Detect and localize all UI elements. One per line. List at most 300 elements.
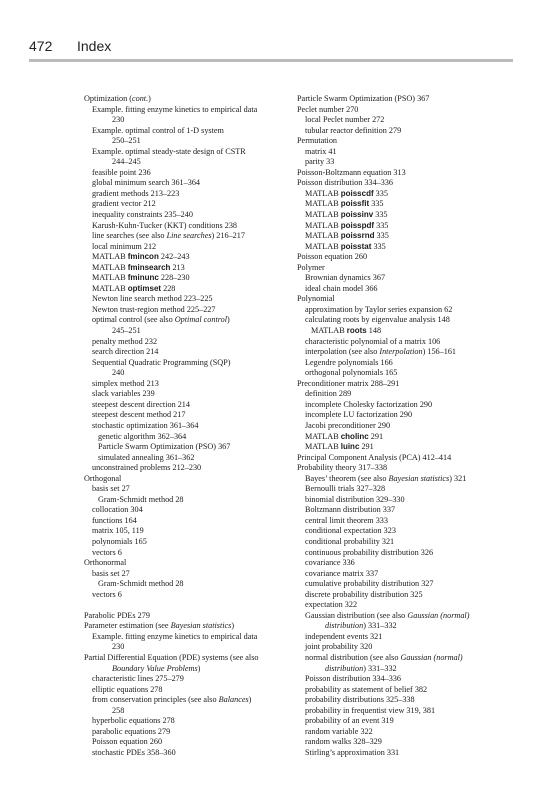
index-entry <box>84 379 284 390</box>
header-rule <box>29 59 513 62</box>
index-entry <box>297 326 509 337</box>
index-entry-text: Example. optimal control of 1-D system <box>92 125 224 135</box>
index-entry <box>84 126 284 137</box>
index-entry <box>297 252 509 263</box>
index-entry <box>297 231 509 242</box>
index-entry <box>297 548 509 559</box>
index-entry <box>84 453 284 464</box>
index-entry-text: Gaussian distribution (see also <box>305 610 408 620</box>
index-entry-text: MATLAB <box>305 431 341 441</box>
index-entry <box>84 548 284 559</box>
index-entry-text: genetic algorithm 362–364 <box>98 431 187 441</box>
index-entry-text: global minimum search 361–364 <box>92 178 201 188</box>
index-entry-pages: 335 <box>373 188 388 198</box>
index-entry-pages: ) <box>148 94 151 103</box>
index-entry <box>84 621 284 632</box>
running-header <box>29 35 513 57</box>
index-spacer <box>84 600 284 611</box>
matlab-command: poissrnd <box>340 231 375 241</box>
index-entry-text: Newton line search method 223–225 <box>92 294 213 304</box>
index-entry <box>84 115 284 126</box>
index-entry-text: Newton trust-region method 225–227 <box>92 304 216 314</box>
index-entry <box>297 748 509 759</box>
index-entry-text: MATLAB <box>305 199 341 209</box>
index-entry-text: Boltzmann distribution 337 <box>305 505 396 515</box>
index-entry-text: Polymer <box>297 262 325 272</box>
cross-reference: Gaussian (normal) <box>400 652 463 662</box>
index-entry <box>84 716 284 727</box>
index-entry-text: Karush-Kuhn-Tucker (KKT) conditions 238 <box>92 220 238 230</box>
index-entry-text: Optimization ( <box>84 94 132 103</box>
index-entry <box>84 400 284 411</box>
index-entry-text: binomial distribution 329–330 <box>305 494 405 504</box>
cross-reference: Interpolation <box>379 347 423 357</box>
index-entry <box>297 389 509 400</box>
index-entry <box>297 294 509 305</box>
index-entry <box>84 706 284 717</box>
index-entry <box>297 178 509 189</box>
index-entry-text: independent events 321 <box>305 631 383 641</box>
index-entry-text: Poisson distribution 334–336 <box>305 674 401 684</box>
index-entry-pages: 335 <box>373 210 388 220</box>
index-entry-text: Parameter estimation (see <box>84 621 171 631</box>
index-entry-text: search direction 214 <box>92 347 159 357</box>
matlab-command: fminunc <box>127 273 159 283</box>
index-entry-text: definition 289 <box>305 389 352 399</box>
index-entry <box>297 695 509 706</box>
index-entry <box>84 189 284 200</box>
index-entry <box>84 611 284 622</box>
index-entry-text: Permutation <box>297 136 338 146</box>
index-column-right <box>297 94 509 758</box>
index-entry-text: Bernoulli trials 327–328 <box>305 484 386 494</box>
index-entry-pages: 291 <box>368 431 384 441</box>
index-entry-pages: ) <box>197 663 201 673</box>
index-entry <box>84 284 284 295</box>
index-entry <box>84 273 284 284</box>
index-entry-text: optimal control (see also <box>92 315 175 325</box>
index-entry <box>297 189 509 200</box>
index-entry-text: simulated annealing 361–362 <box>98 452 195 462</box>
index-entry-text: gradient vector 212 <box>92 199 156 209</box>
index-entry <box>297 642 509 653</box>
index-entry <box>297 674 509 685</box>
index-entry <box>297 358 509 369</box>
index-entry-text: Gram-Schmidt method 28 <box>98 579 184 589</box>
index-entry-text: local Peclet number 272 <box>305 115 385 125</box>
index-entry <box>84 178 284 189</box>
index-entry <box>84 242 284 253</box>
index-entry-text: elliptic equations 278 <box>92 684 163 694</box>
index-entry <box>84 105 284 116</box>
index-entry <box>297 611 509 622</box>
index-entry <box>297 537 509 548</box>
index-entry-text: feasible point 236 <box>92 167 151 177</box>
index-entry-text: inequality constraints 235–240 <box>92 210 193 220</box>
index-entry <box>297 368 509 379</box>
index-entry <box>84 748 284 759</box>
index-entry <box>84 474 284 485</box>
index-entry-text: 230 <box>112 642 125 652</box>
matlab-command: poisscdf <box>340 188 374 198</box>
index-entry-text: orthogonal polynomials 165 <box>305 368 398 378</box>
index-entry <box>297 526 509 537</box>
index-entry-text: Polynomial <box>297 294 335 304</box>
index-entry-text: MATLAB <box>92 283 128 293</box>
index-entry-text: Poisson distribution 334–336 <box>297 178 393 188</box>
matlab-command: luinc <box>340 442 360 452</box>
index-entry-text: continuous probability distribution 326 <box>305 547 434 557</box>
index-entry <box>84 199 284 210</box>
matlab-command: cholinc <box>340 431 369 441</box>
index-entry <box>84 210 284 221</box>
index-entry <box>84 642 284 653</box>
index-entry <box>297 126 509 137</box>
index-entry-text: MATLAB <box>92 273 128 283</box>
index-entry <box>297 284 509 295</box>
index-entry <box>297 410 509 421</box>
index-entry-text: characteristic polynomial of a matrix 106 <box>305 336 441 346</box>
index-entry <box>297 105 509 116</box>
index-entry <box>297 453 509 464</box>
index-entry-text: covariance 336 <box>305 558 355 568</box>
matlab-command: poisspdf <box>340 220 375 230</box>
cross-reference: Optimal control <box>174 315 227 325</box>
index-entry <box>297 305 509 316</box>
index-entry-text: interpolation (see also <box>305 347 380 357</box>
index-entry-text: Poisson-Boltzmann equation 313 <box>297 167 406 177</box>
cross-reference: Bayesian statistics <box>170 621 232 631</box>
index-entry <box>84 737 284 748</box>
index-entry <box>84 537 284 548</box>
index-entry-text: 230 <box>112 115 125 125</box>
index-entry-pages: ) 331–332 <box>363 621 397 631</box>
index-entry <box>84 432 284 443</box>
index-entry-text: matrix 41 <box>305 146 337 156</box>
index-entry-text: MATLAB <box>92 252 128 262</box>
index-entry-text: Brownian dynamics 367 <box>305 273 386 283</box>
index-entry-text: MATLAB <box>305 241 341 251</box>
index-entry-text: functions 164 <box>92 515 137 525</box>
index-entry-pages: 148 <box>366 326 382 336</box>
index-entry <box>297 242 509 253</box>
index-entry <box>84 252 284 263</box>
index-entry-text: Partial Differential Equation (PDE) systems (see also <box>84 652 259 662</box>
index-entry <box>297 558 509 569</box>
index-entry <box>297 347 509 358</box>
index-entry <box>297 157 509 168</box>
index-entry <box>84 664 284 675</box>
index-entry-text: slack variables 239 <box>92 389 155 399</box>
index-entry <box>297 168 509 179</box>
index-entry <box>84 221 284 232</box>
index-entry <box>84 463 284 474</box>
index-entry-text: vectors 6 <box>92 547 122 557</box>
index-entry <box>84 590 284 601</box>
index-entry-text: random walks 328–329 <box>305 737 382 747</box>
cross-reference: Balances <box>218 695 249 705</box>
index-entry-text: steepest descent direction 214 <box>92 399 190 409</box>
index-entry-pages: 291 <box>359 442 374 452</box>
index-entry <box>84 368 284 379</box>
index-entry-text: Jacobi preconditioner 290 <box>305 420 391 430</box>
index-entry-text: Orthogonal <box>84 473 122 483</box>
index-entry-text: Orthonormal <box>84 558 127 568</box>
index-entry-pages: 335 <box>369 199 384 209</box>
index-entry <box>84 516 284 527</box>
index-entry-pages: 213 <box>170 262 185 272</box>
index-entry-pages: 228–230 <box>158 273 190 283</box>
index-entry-pages: ) <box>248 695 252 705</box>
cross-reference: cont. <box>131 94 149 103</box>
index-entry <box>84 358 284 369</box>
index-entry <box>84 632 284 643</box>
index-entry <box>84 569 284 580</box>
index-entry-text: line searches (see also <box>92 231 167 241</box>
index-entry-text: 250–251 <box>112 136 141 146</box>
matlab-command: poissfit <box>340 199 370 209</box>
index-entry-text: Parabolic PDEs 279 <box>84 610 150 620</box>
index-entry-pages: ) 156–161 <box>422 347 457 357</box>
index-entry-text: random variable 322 <box>305 726 373 736</box>
index-entry-text: ideal chain model 366 <box>305 283 378 293</box>
index-entry-text: MATLAB <box>305 220 341 230</box>
index-entry-text: Example. optimal steady-state design of CSTR <box>92 146 246 156</box>
index-entry-pages: ) <box>227 315 230 325</box>
index-entry <box>84 263 284 274</box>
index-entry <box>297 600 509 611</box>
index-entry-text: probability in frequentist view 319, 381 <box>305 705 436 715</box>
index-entry-text: Bayes’ theorem (see also <box>305 473 389 483</box>
index-entry-text: Preconditioner matrix 288–291 <box>297 378 400 388</box>
index-entry <box>297 199 509 210</box>
index-entry-text: tubular reactor definition 279 <box>305 125 402 135</box>
index-entry-text: Legendre polynomials 166 <box>305 357 393 367</box>
index-entry <box>84 389 284 400</box>
index-entry <box>297 115 509 126</box>
index-entry <box>84 421 284 432</box>
cross-reference: Gaussian (normal) <box>407 610 470 620</box>
page-title: Index <box>77 38 112 54</box>
cross-reference: Bayesian statistics <box>388 473 450 483</box>
index-entry-text: conditional probability 321 <box>305 536 395 546</box>
index-entry-text: Example. fitting enzyme kinetics to empirical data <box>92 104 258 114</box>
index-entry-text: calculating roots by eigenvalue analysis 148 <box>305 315 450 325</box>
index-entry <box>297 569 509 580</box>
index-entry-text: cumulative probability distribution 327 <box>305 579 434 589</box>
index-entry-text: stochastic optimization 361–364 <box>92 420 199 430</box>
index-entry-text: stochastic PDEs 358–360 <box>92 747 176 757</box>
index-entry <box>297 632 509 643</box>
index-entry-text: collocation 304 <box>92 505 143 515</box>
index-entry-text: incomplete Cholesky factorization 290 <box>305 399 433 409</box>
index-entry <box>297 463 509 474</box>
index-entry <box>84 136 284 147</box>
index-entry <box>297 474 509 485</box>
index-entry <box>84 147 284 158</box>
index-entry <box>297 400 509 411</box>
index-entry <box>84 484 284 495</box>
index-entry-text: 244–245 <box>112 157 141 167</box>
index-entry <box>297 590 509 601</box>
index-entry-pages: ) 321 <box>449 473 467 483</box>
index-entry <box>84 653 284 664</box>
index-entry <box>297 727 509 738</box>
index-entry-text: penalty method 232 <box>92 336 158 346</box>
index-entry <box>297 706 509 717</box>
matlab-command: fminsearch <box>127 262 171 272</box>
index-entry <box>84 326 284 337</box>
index-entry-text: basis set 27 <box>92 484 130 494</box>
index-entry-text: basis set 27 <box>92 568 130 578</box>
index-entry <box>84 231 284 242</box>
index-entry-text: parity 33 <box>305 157 335 167</box>
index-entry <box>297 379 509 390</box>
index-entry <box>84 495 284 506</box>
index-entry-text: characteristic lines 275–279 <box>92 674 184 684</box>
index-entry-text: 245–251 <box>112 326 141 336</box>
index-entry <box>297 432 509 443</box>
index-entry-text: 258 <box>112 705 125 715</box>
index-entry-pages: ) <box>231 621 235 631</box>
index-entry-text: MATLAB <box>305 188 341 198</box>
index-entry <box>84 294 284 305</box>
index-entry <box>297 516 509 527</box>
cross-reference: Line searches <box>166 231 212 241</box>
index-entry <box>84 168 284 179</box>
index-entry <box>297 505 509 516</box>
index-entry-pages: 228 <box>161 283 176 293</box>
index-entry-text: probability as statement of belief 382 <box>305 684 428 694</box>
index-entry-text: 240 <box>112 368 125 378</box>
index-entry-text: probability distributions 325–338 <box>305 695 415 705</box>
index-entry <box>297 315 509 326</box>
index-entry-text: from conservation principles (see also <box>92 695 219 705</box>
index-entry-text: approximation by Taylor series expansion 62 <box>305 304 453 314</box>
index-entry <box>297 421 509 432</box>
index-entry <box>84 526 284 537</box>
index-entry-text: simplex method 213 <box>92 378 159 388</box>
index-entry-text: Sequential Quadratic Programming (SQP) <box>92 357 231 367</box>
index-entry-text: joint probability 320 <box>305 642 373 652</box>
index-entry <box>297 664 509 675</box>
index-entry <box>297 273 509 284</box>
index-entry <box>84 315 284 326</box>
index-entry <box>84 410 284 421</box>
index-entry-pages: 335 <box>374 231 389 241</box>
index-entry <box>297 210 509 221</box>
index-entry-text: Poisson equation 260 <box>297 252 368 262</box>
index-entry-text: unconstrained problems 212–230 <box>92 463 202 473</box>
index-entry-text: normal distribution (see also <box>305 652 401 662</box>
index-entry-text: Poisson equation 260 <box>92 737 163 747</box>
index-entry-text: vectors 6 <box>92 589 122 599</box>
index-entry <box>297 221 509 232</box>
index-entry-text: Particle Swarm Optimization (PSO) 367 <box>297 94 430 103</box>
index-entry-text: discrete probability distribution 325 <box>305 589 423 599</box>
page-number: 472 <box>29 38 53 54</box>
matlab-command: poisstat <box>340 241 372 251</box>
cross-reference: distribution <box>325 663 364 673</box>
index-entry <box>297 484 509 495</box>
index-entry-text: Peclet number 270 <box>297 104 359 114</box>
matlab-command: fmincon <box>127 252 159 262</box>
index-entry <box>84 685 284 696</box>
index-entry <box>297 94 509 105</box>
index-entry <box>297 579 509 590</box>
index-entry-text: Stirling’s approximation 331 <box>305 747 400 757</box>
index-entry-text: covariance matrix 337 <box>305 568 379 578</box>
index-entry-pages: ) 331–332 <box>363 663 397 673</box>
index-entry <box>297 716 509 727</box>
index-entry <box>297 495 509 506</box>
index-entry <box>297 621 509 632</box>
index-entry-text: polynomials 165 <box>92 536 147 546</box>
index-entry-text: steepest descent method 217 <box>92 410 186 420</box>
index-entry-pages: 335 <box>374 220 389 230</box>
index-entry-text: matrix 105, 119 <box>92 526 144 536</box>
index-entry-text: MATLAB <box>305 210 341 220</box>
index-entry-text: MATLAB <box>311 326 347 336</box>
index-entry <box>297 653 509 664</box>
index-entry <box>84 157 284 168</box>
index-entry-pages: ) 216–217 <box>211 231 245 241</box>
index-entry <box>297 263 509 274</box>
index-entry-text: expectation 322 <box>305 600 358 610</box>
index-entry-text: conditional expectation 323 <box>305 526 396 536</box>
index-entry-text: Probability theory 317–338 <box>297 463 388 473</box>
index-entry <box>84 695 284 706</box>
index-entry <box>297 337 509 348</box>
cross-reference: distribution <box>325 621 364 631</box>
index-entry-text: probability of an event 319 <box>305 716 394 726</box>
index-entry <box>297 147 509 158</box>
index-entry-text: MATLAB <box>92 262 128 272</box>
index-entry <box>84 579 284 590</box>
index-entry <box>84 505 284 516</box>
index-entry <box>84 442 284 453</box>
index-entry-text: central limit theorem 333 <box>305 515 388 525</box>
index-entry <box>84 305 284 316</box>
index-entry <box>297 442 509 453</box>
matlab-command: poissinv <box>340 210 374 220</box>
index-column-left <box>84 94 284 758</box>
index-entry <box>84 337 284 348</box>
index-entry-text: gradient methods 213–223 <box>92 188 180 198</box>
index-entry-text: Principal Component Analysis (PCA) 412–414 <box>297 452 452 462</box>
index-entry <box>84 94 284 105</box>
index-entry <box>84 727 284 738</box>
matlab-command: roots <box>346 326 367 336</box>
index-entry-text: MATLAB <box>305 231 341 241</box>
index-entry-text: Gram-Schmidt method 28 <box>98 494 184 504</box>
index-entry <box>84 558 284 569</box>
index-entry-text: Example. fitting enzyme kinetics to empirical data <box>92 631 258 641</box>
index-entry-text: parabolic equations 279 <box>92 726 171 736</box>
index-entry <box>84 674 284 685</box>
index-entry-text: Particle Swarm Optimization (PSO) 367 <box>98 442 231 452</box>
cross-reference: Boundary Value Problems <box>112 663 198 673</box>
index-entry-text: incomplete LU factorization 290 <box>305 410 413 420</box>
index-entry <box>84 347 284 358</box>
index-entry-text: MATLAB <box>305 442 341 452</box>
index-entry-text: hyperbolic equations 278 <box>92 716 175 726</box>
index-entry <box>297 136 509 147</box>
index-entry-text: local minimum 212 <box>92 241 157 251</box>
matlab-command: optimset <box>127 283 162 293</box>
index-entry-pages: 242–243 <box>158 252 190 262</box>
index-entry <box>297 737 509 748</box>
